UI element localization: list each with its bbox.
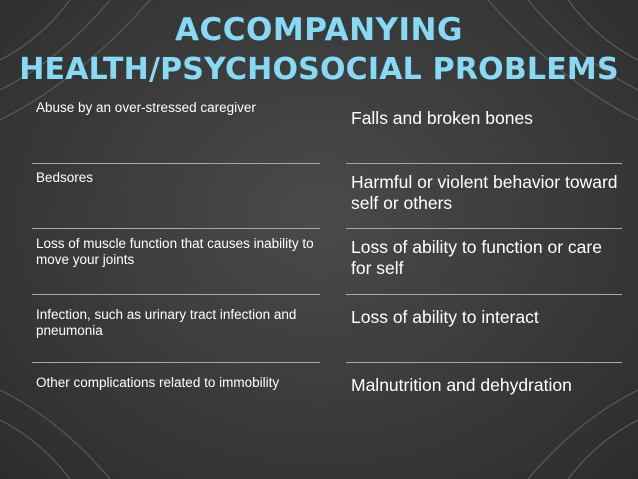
- right-cell-5: Malnutrition and dehydration: [351, 375, 572, 395]
- title-line-1: ACCOMPANYING: [175, 12, 463, 48]
- row-divider-right: [346, 163, 622, 164]
- row-divider-right: [346, 228, 622, 229]
- right-cell-4: Loss of ability to interact: [351, 307, 539, 327]
- left-cell-3: Loss of muscle function that causes inability to move your joints: [36, 236, 314, 267]
- slide-title: [0, 10, 638, 90]
- row-divider-left: [32, 163, 320, 164]
- left-cell-4: Infection, such as urinary tract infection and pneumonia: [36, 307, 297, 338]
- right-cell-1: Falls and broken bones: [351, 108, 533, 128]
- title-line-2: HEALTH/PSYCHOSOCIAL PROBLEMS: [19, 52, 619, 87]
- row-divider-right: [346, 294, 622, 295]
- left-cell-1: Abuse by an over-stressed caregiver: [36, 100, 256, 115]
- left-cell-2: Bedsores: [36, 170, 94, 185]
- row-divider-left: [32, 294, 320, 295]
- right-cell-3: Loss of ability to function or care for self: [351, 237, 602, 278]
- left-cell-5: Other complications related to immobility: [36, 375, 280, 390]
- row-divider-right: [346, 362, 622, 363]
- right-cell-2: Harmful or violent behavior toward self or others: [351, 172, 618, 213]
- row-divider-left: [32, 362, 320, 363]
- row-divider-left: [32, 228, 320, 229]
